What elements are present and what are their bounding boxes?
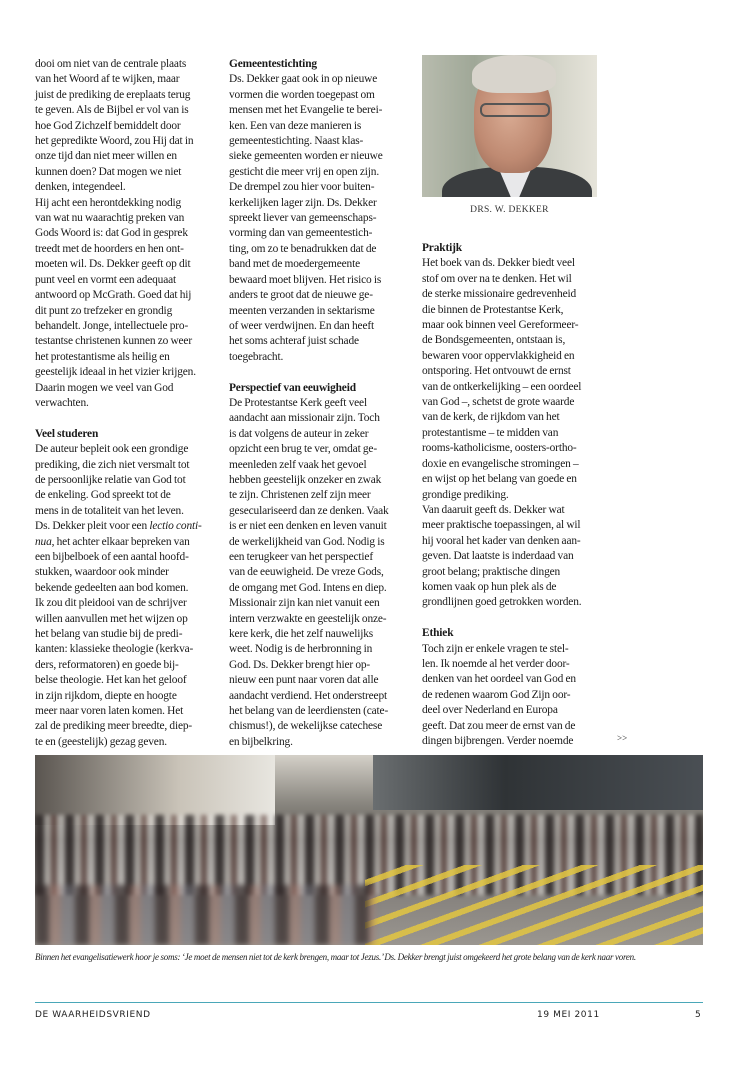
paragraph-gap: [35, 411, 221, 426]
text-line: de sterke missionaire gedrevenheid: [422, 288, 577, 301]
text-line: de persoonlijke relatie van God tot: [35, 473, 186, 486]
text-line: te en (geestelijk) gezag geven.: [35, 735, 167, 748]
text-line: gemeentestichting. Naast klas-: [229, 135, 364, 148]
text-line: de redenen waarom God Zijn oor-: [422, 688, 571, 701]
text-line: is dat volgens de auteur in zeker: [229, 427, 369, 440]
text-line: bekende gedeelten aan bod komen.: [35, 581, 189, 594]
text-line: De Protestantse Kerk geeft veel: [229, 396, 367, 409]
portrait-caption: DRS. W. DEKKER: [470, 205, 549, 215]
text-line: juist de prediking de ereplaats terug: [35, 88, 191, 101]
text-line: komen vaak op hun plek als de: [422, 580, 557, 593]
text-line: de Bondsgemeenten, ontstaan is,: [422, 334, 566, 347]
text-line: geseculariseerd dan ze denken. Vaak: [229, 504, 389, 517]
text-line: rooms-katholicisme, oosters-ortho-: [422, 442, 577, 455]
text-line: nieuw een punt naar voren dat alle: [229, 674, 379, 687]
footer-page-number: 5: [695, 1010, 702, 1020]
text-line: gesticht die meer vrij en open zijn.: [229, 165, 380, 178]
text-line: toegebracht.: [229, 350, 284, 363]
text-line: meenten verzanden in sektarisme: [229, 304, 375, 317]
text-line: band met de moedergemeente: [229, 258, 361, 271]
text-line: willen aanvullen met het wijzen op: [35, 612, 188, 625]
text-line: ken. Een van deze manieren is: [229, 119, 362, 132]
text-line: antwoord op McGrath. Goed dat hij: [35, 289, 192, 302]
text-line: God. Ds. Dekker brengt hier op-: [229, 658, 371, 671]
text-line: treedt met de hoorders en hen ont-: [35, 242, 184, 255]
text-line: bewaard moet blijven. Het risico is: [229, 273, 382, 286]
text-column-3: [422, 241, 608, 749]
text-line: van de ontkerkelijking – een oordeel: [422, 380, 582, 393]
text-line: testantse christenen kunnen zo weer: [35, 335, 192, 348]
text-line: verwachten.: [35, 396, 89, 409]
text-line: kanten: klassieke theologie (kerkva-: [35, 643, 194, 656]
text-line: van de kerk, de rijkdom van het: [422, 411, 560, 424]
portrait-photo: [422, 55, 597, 197]
text-line: Hij acht een herontdekking nodig: [35, 196, 182, 209]
footer-publication: DE WAARHEIDSVRIEND: [35, 1010, 151, 1020]
text-line: in zijn rijkdom, diepte en hoogte: [35, 689, 177, 702]
text-line: aandacht verdiend. Het onderstreept: [229, 689, 388, 702]
footer-rule: [35, 1002, 703, 1003]
text-line: weet. Nodig is de herbronning in: [229, 643, 373, 656]
text-line: en wijst op het belang van goede en: [422, 473, 577, 486]
text-line: grondlijnen goed getrokken worden.: [422, 596, 582, 609]
text-line: dooi om niet van de centrale plaats: [35, 58, 187, 70]
text-line: hebben geestelijk onzeker en zwak: [229, 473, 382, 486]
text-line: kerkelijken lager zijn. Ds. Dekker: [229, 196, 377, 209]
text-line: dingen bijbrengen. Verder noemde: [422, 734, 574, 747]
text-line: het soms achteraf juist schade: [229, 335, 359, 348]
text-line: Daarin mogen we veel van God: [35, 381, 174, 394]
text-line: Gods Woord is: dat God in gesprek: [35, 227, 188, 240]
text-line: spreekt liever van gemeenschaps-: [229, 212, 377, 225]
text-column-2: [229, 57, 415, 750]
text-line: stof om over na te denken. Het wil: [422, 272, 572, 285]
text-line: de werkelijkheid van God. Nodig is: [229, 535, 385, 548]
text-line: Toch zijn er enkele vragen te stel-: [422, 642, 569, 655]
text-line: mens in de totaliteit van het leven.: [35, 504, 184, 517]
text-line: aandacht aan missionair zijn. Toch: [229, 412, 380, 425]
text-line: het protestantisme als heilig en: [35, 350, 170, 363]
footer-date: 19 MEI 2011: [537, 1010, 600, 1020]
text-line: sieke gemeenten worden er nieuwe: [229, 150, 383, 163]
text-line: geven. Dat laatste is inderdaad van: [422, 550, 574, 563]
text-line: dit punt zo trefzeker en grondig: [35, 304, 173, 317]
text-line: groot belang; praktische dingen: [422, 565, 561, 578]
text-line: het belang van de leerdiensten (cate-: [229, 705, 389, 718]
text-line: te zijn. Christenen zelf zijn meer: [229, 489, 371, 502]
photo-caption: Binnen het evangelisatiewerk hoor je soms: ‘Je moet de mensen niet tot de kerk brengen, maar tot Jezus.’ Ds. Dekker brengt juist omgekeerd het grote belang van de kerk naar voren.: [35, 952, 636, 962]
text-line: De drempel zou hier voor buiten-: [229, 181, 375, 194]
text-line: vormen die worden toegepast om: [229, 88, 375, 101]
text-line: hij vooral het kader van denken aan-: [422, 534, 581, 547]
text-line: die binnen de Protestantse Kerk,: [422, 303, 564, 316]
text-line: hoe God Zichzelf bemiddelt door: [35, 119, 181, 132]
text-line: prediking, die zich niet versmalt tot: [35, 458, 190, 471]
text-line: een bijbelboek of een aantal hoofd-: [35, 550, 189, 563]
text-line: van wat nu waarachtig preken van: [35, 212, 185, 225]
text-line: Ik zou dit pleidooi van de schrijver: [35, 597, 187, 610]
text-line: Missionair zijn kan niet vanuit een: [229, 597, 380, 610]
text-line: denken van het oordeel van God en: [422, 673, 576, 686]
text-line: intern verzwakte en geestelijk onze-: [229, 612, 387, 625]
text-line: punt veel en vormt een adequaat: [35, 273, 177, 286]
text-line: Van daaruit geeft ds. Dekker wat: [422, 503, 565, 516]
section-heading: Ethiek: [422, 627, 454, 640]
text-line: Ds. Dekker gaat ook in op nieuwe: [229, 73, 378, 86]
text-line: behandelt. Jonge, intellectuele pro-: [35, 319, 189, 332]
section-heading: Gemeentestichting: [229, 58, 317, 70]
text-line: len. Ik noemde al het verder door-: [422, 657, 570, 670]
text-line: meer praktische toepassingen, al wil: [422, 519, 581, 532]
text-line: zal de prediking meer breedte, diep-: [35, 720, 193, 733]
text-line: deel over Nederland en Europa: [422, 704, 558, 717]
text-line: de omgang met God. Intens en diep.: [229, 581, 387, 594]
text-line: maar ook binnen veel Gereformeer-: [422, 319, 579, 332]
text-line: het belang van studie bij de predi-: [35, 628, 183, 641]
text-line: te geven. Als de Bijbel er vol van is: [35, 104, 189, 117]
section-heading: Veel studeren: [35, 427, 99, 440]
text-line: opzicht een brug te ver, omdat ge-: [229, 443, 377, 456]
text-line: het gepredikte Woord, zou Hij dat in: [35, 135, 194, 148]
text-line: kunnen doen? Dat mogen we niet: [35, 165, 182, 178]
text-line: onze tijd dan niet meer willen en: [35, 150, 177, 163]
text-line: nua, het achter elkaar bepreken van: [35, 535, 190, 548]
text-line: moeten wil. Ds. Dekker geeft op dit: [35, 258, 191, 271]
text-line: ting, om zo te benadrukken dat de: [229, 242, 377, 255]
text-line: vorming dan van gemeentestich-: [229, 227, 373, 240]
text-column-1: [35, 57, 221, 750]
text-line: meenleden zelf vaak het gevoel: [229, 458, 367, 471]
street-crowd-photo: [35, 755, 703, 945]
text-line: denken, integendeel.: [35, 181, 126, 194]
text-line: de enkeling. God spreekt tot de: [35, 489, 171, 502]
paragraph-gap: [229, 365, 415, 380]
text-line: ders, reformatoren) en goede bij-: [35, 658, 179, 671]
text-line: is er niet een denken en leven vanuit: [229, 520, 387, 533]
text-line: van God –, schetst de grote waarde: [422, 396, 575, 409]
text-line: grondige prediking.: [422, 488, 509, 501]
text-line: of weer verdwijnen. En dan heeft: [229, 319, 375, 332]
text-line: geeft. Dat zou meer de ernst van de: [422, 719, 576, 732]
text-line: chismus!), de wekelijkse catechese: [229, 720, 383, 733]
text-line: belse theologie. Het kan het geloof: [35, 674, 187, 687]
text-line: kere kerk, die het zelf nauwelijks: [229, 628, 374, 641]
text-line: mensen met het Evangelie te berei-: [229, 104, 383, 117]
text-line: anders te groot dat de nieuwe ge-: [229, 289, 373, 302]
text-line: doxie en evangelische stromingen –: [422, 457, 579, 470]
text-line: De auteur bepleit ook een grondige: [35, 443, 189, 456]
text-line: meer naar voren laten komen. Het: [35, 705, 184, 718]
text-line: ontsporing. Het ontvouwt de ernst: [422, 365, 571, 378]
text-line: Ds. Dekker pleit voor een lectio conti-: [35, 520, 202, 533]
text-line: van het Woord af te wijken, maar: [35, 73, 180, 86]
text-line: protestantisme – te midden van: [422, 426, 559, 439]
continue-marker: >>: [617, 733, 628, 743]
text-line: bewaren voor oppervlakkigheid en: [422, 349, 575, 362]
section-heading: Perspectief van eeuwigheid: [229, 381, 356, 394]
text-line: geestelijk ideaal in het vizier krijgen.: [35, 366, 196, 379]
text-line: Het boek van ds. Dekker biedt veel: [422, 257, 575, 270]
section-heading: Praktijk: [422, 242, 462, 254]
text-line: en bijbelkring.: [229, 735, 293, 748]
paragraph-gap: [422, 611, 608, 626]
text-line: een terugkeer van het perspectief: [229, 550, 373, 563]
text-line: van de eeuwigheid. De vreze Gods,: [229, 566, 384, 579]
text-line: stukken, waardoor ook minder: [35, 566, 169, 579]
